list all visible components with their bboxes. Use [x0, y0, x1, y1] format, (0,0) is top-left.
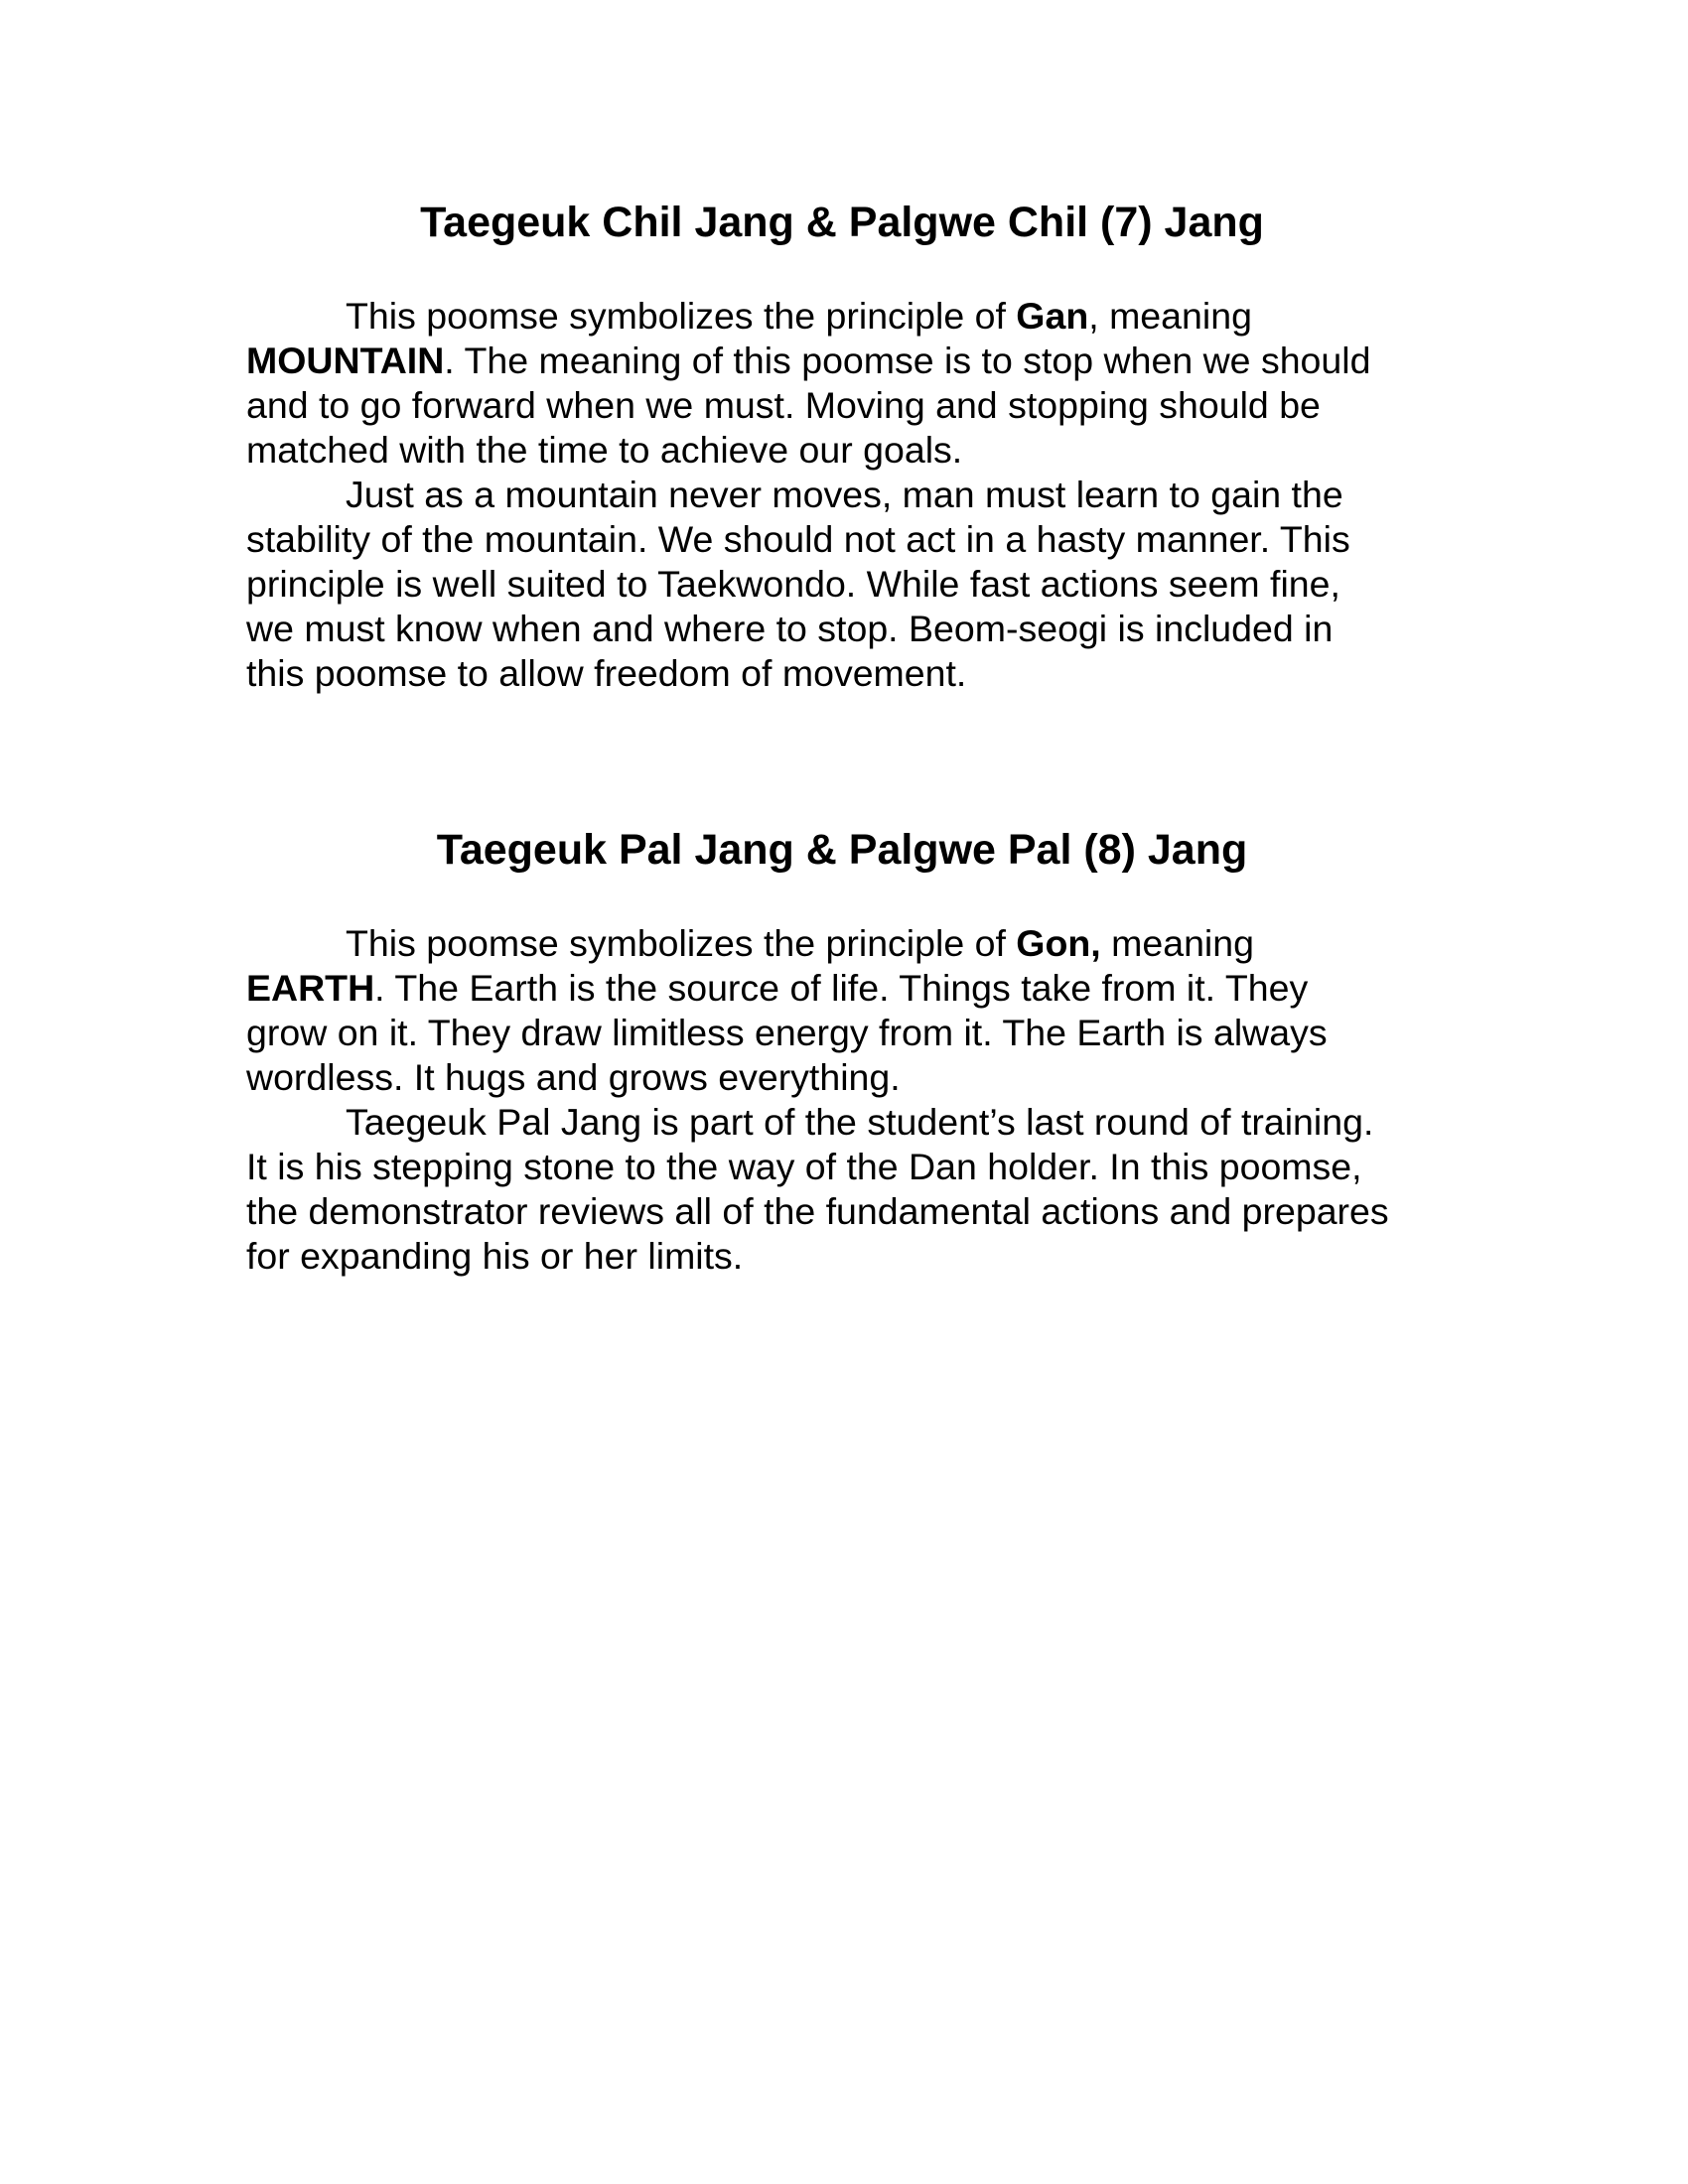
paragraph-line: Taegeuk Pal Jang is part of the student’s last round of training.: [346, 1101, 1374, 1143]
paragraph-line: and to go forward when we must. Moving and stopping should be: [246, 384, 1321, 426]
bold-term: MOUNTAIN: [246, 340, 445, 381]
section-heading: Taegeuk Pal Jang & Palgwe Pal (8) Jang: [436, 826, 1248, 874]
section-taegeuk-pal-jang: [246, 822, 1448, 1279]
bold-term: Gon,: [1016, 922, 1101, 964]
paragraph-line: [246, 921, 1448, 966]
paragraph-line: It is his stepping stone to the way of the Dan holder. In this poomse,: [246, 1146, 1362, 1187]
section-taegeuk-chil-jang: [246, 195, 1448, 696]
paragraph-line: matched with the time to achieve our goals.: [246, 429, 963, 471]
paragraph-line: this poomse to allow freedom of movement.: [246, 652, 967, 694]
text-run: . The Earth is the source of life. Things take from it. They: [374, 967, 1309, 1009]
bold-term: Gan: [1016, 295, 1089, 337]
text-run: This poomse symbolizes the principle of: [346, 922, 1017, 964]
paragraph-line: we must know when and where to stop. Beom-seogi is included in: [246, 608, 1334, 649]
text-run: . The meaning of this poomse is to stop when we should: [444, 340, 1371, 381]
paragraph-line: the demonstrator reviews all of the fundamental actions and prepares: [246, 1190, 1389, 1232]
section-body: [246, 921, 1448, 1279]
paragraph-line: wordless. It hugs and grows everything.: [246, 1056, 901, 1098]
paragraph-line: Just as a mountain never moves, man must learn to gain the: [346, 474, 1343, 515]
text-run: , meaning: [1088, 295, 1252, 337]
paragraph-line: [246, 339, 1448, 383]
paragraph-line: stability of the mountain. We should not act in a hasty manner. This: [246, 518, 1350, 560]
paragraph-line: [246, 966, 1448, 1011]
paragraph-line: grow on it. They draw limitless energy from it. The Earth is always: [246, 1012, 1328, 1053]
section-body: [246, 294, 1448, 696]
bold-term: EARTH: [246, 967, 375, 1009]
section-heading: Taegeuk Chil Jang & Palgwe Chil (7) Jang: [420, 199, 1264, 246]
paragraph-line: principle is well suited to Taekwondo. While fast actions seem fine,: [246, 563, 1340, 605]
text-run: meaning: [1100, 922, 1254, 964]
text-run: This poomse symbolizes the principle of: [346, 295, 1017, 337]
paragraph-line: for expanding his or her limits.: [246, 1235, 744, 1277]
paragraph-line: [246, 294, 1448, 339]
